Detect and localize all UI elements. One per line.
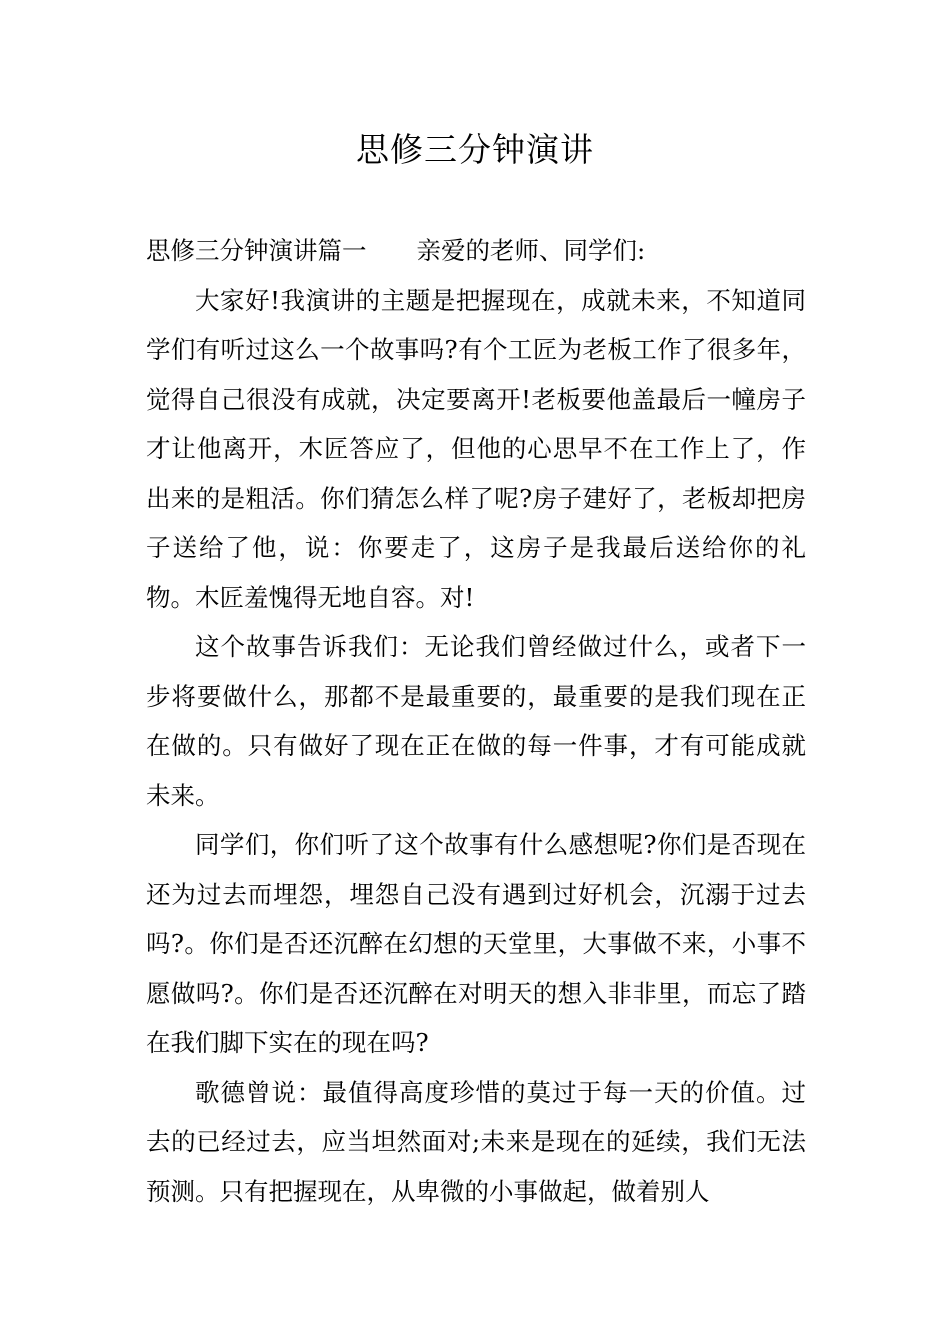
- paragraph-3: 同学们，你们听了这个故事有什么感想呢?你们是否现在还为过去而埋怨，埋怨自己没有遇到过好机会，沉溺于过去吗?。你们是否还沉醉在幻想的天堂里，大事做不来，小事不愿做吗?。你们是否还沉醉在对明天的想入非非里，而忘了踏在我们脚下实在的现在吗?: [146, 830, 806, 1057]
- page-title: 思修三分钟演讲: [356, 130, 594, 169]
- intro-heading: 思修三分钟演讲篇一: [146, 236, 367, 265]
- paragraph-4: 歌德曾说：最值得高度珍惜的莫过于每一天的价值。过去的已经过去，应当坦然面对;未来是现在的延续，我们无法预测。只有把握现在，从卑微的小事做起，做着别人: [146, 1077, 806, 1206]
- paragraph-1: 大家好!我演讲的主题是把握现在，成就未来，不知道同学们有听过这么一个故事吗?有个工匠为老板工作了很多年，觉得自己很没有成就，决定要离开!老板要他盖最后一幢房子才让他离开，木匠答应了，但他的心思早不在工作上了，作出来的是粗活。你们猜怎么样了呢?房子建好了，老板却把房子送给了他，说：你要走了，这房子是我最后送给你的礼物。木匠羞愧得无地自容。对!: [146, 285, 806, 612]
- intro-line: [146, 226, 806, 276]
- document-body: [146, 226, 806, 1216]
- paragraph-2: 这个故事告诉我们：无论我们曾经做过什么，或者下一步将要做什么，那都不是最重要的，最重要的是我们现在正在做的。只有做好了现在正在做的每一件事，才有可能成就未来。: [146, 632, 806, 810]
- salutation: 亲爱的老师、同学们:: [416, 236, 646, 265]
